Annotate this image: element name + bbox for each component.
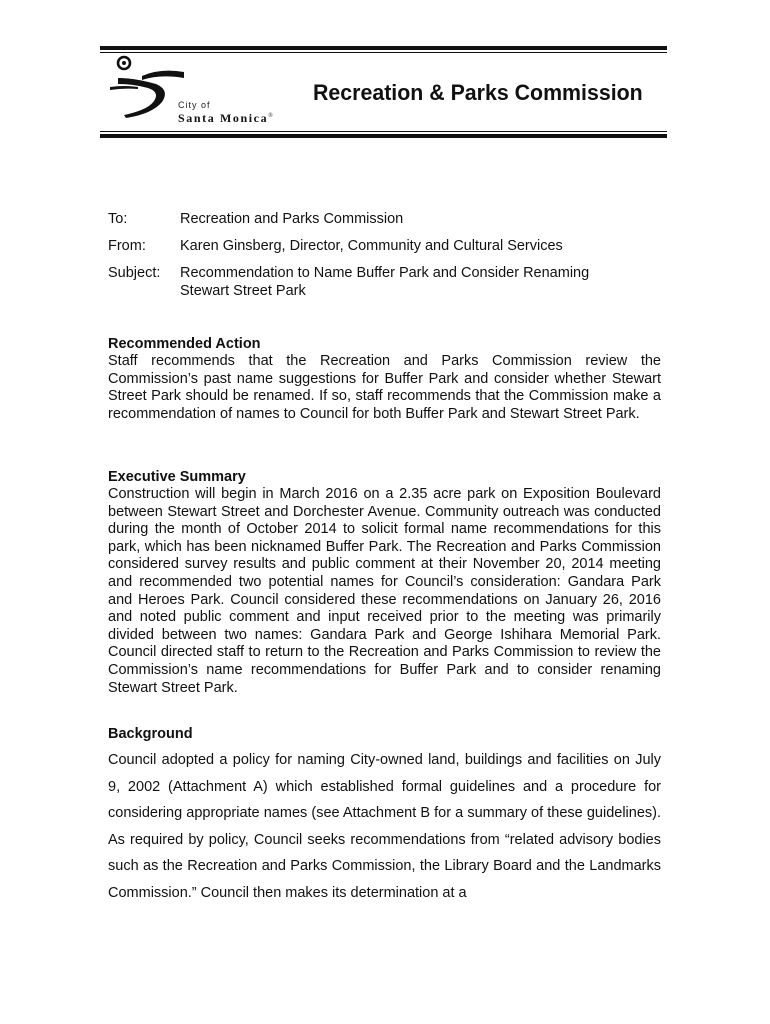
header-bottom-rule (100, 134, 667, 138)
header-top-thin-rule (100, 52, 667, 53)
memo-subject-line-1: Recommendation to Name Buffer Park and Consider Renaming (180, 265, 590, 281)
memo-subject-line-2: Stewart Street Park (180, 283, 306, 299)
recommended-action-body: Staff recommends that the Recreation and Parks Commission review the Commission’s past name suggestions for Buffer Park and consider whether Stewart Street Park should be renamed. If so, staff recommends that the Commission make a recommendation of names to Council for both Buffer Park and Stewart Street Park. (108, 353, 661, 422)
logo-city-of: City of (178, 100, 211, 110)
header-bottom-thin-rule (100, 131, 667, 132)
city-logo (108, 54, 298, 130)
recommended-action-heading: Recommended Action (108, 336, 261, 352)
recommended-action-section (108, 335, 661, 423)
memo-from-label: From: (108, 238, 146, 254)
memo-subject-value (180, 264, 640, 300)
executive-summary-body: Construction will begin in March 2016 on a 2.35 acre park on Exposition Boulevard between Stewart Street and Dorchester Avenue. Community outreach was conducted during the month of October 2014 to solicit formal name recommendations for this park, which has been nicknamed Buffer Park. The Recreation and Parks Commission considered survey results and public comment at their November 20, 2014 meeting and recommended two potential names for Council’s consideration: Gandara Park and Heroes Park. Council considered these recommendations on January 26, 2016 and noted public comment and input received prior to the meeting was primarily divided between two names: Gandara Park and George Ishihara Memorial Park. Council directed staff to return to the Recreation and Parks Commission to review the Commission’s name recommendations for Buffer Park and to consider renaming Stewart Street Park. (108, 486, 661, 696)
memo-from-value: Karen Ginsberg, Director, Community and Cultural Services (180, 238, 563, 254)
background-heading: Background (108, 726, 193, 742)
memo-to-value: Recreation and Parks Commission (180, 211, 404, 227)
executive-summary-heading: Executive Summary (108, 469, 246, 485)
memo-to-label: To: (108, 211, 128, 227)
executive-summary-section (108, 468, 661, 697)
background-body: Council adopted a policy for naming City-owned land, buildings and facilities on July 9, 2002 (Attachment A) which established formal guidelines and a procedure for considering appropriate names (see Attachment B for a summary of these guidelines). As required by policy, Council seeks recommendations from “related advisory bodies such as the Recreation and Parks Commission, the Library Board and the Landmarks Commission.” Council then makes its determination at a (108, 752, 661, 901)
page-title: Recreation & Parks Commission (313, 80, 643, 105)
background-section (108, 725, 661, 907)
header-top-rule (100, 46, 667, 50)
logo-city-name: Santa Monica® (178, 111, 275, 125)
memo-subject-label: Subject: (108, 265, 161, 281)
